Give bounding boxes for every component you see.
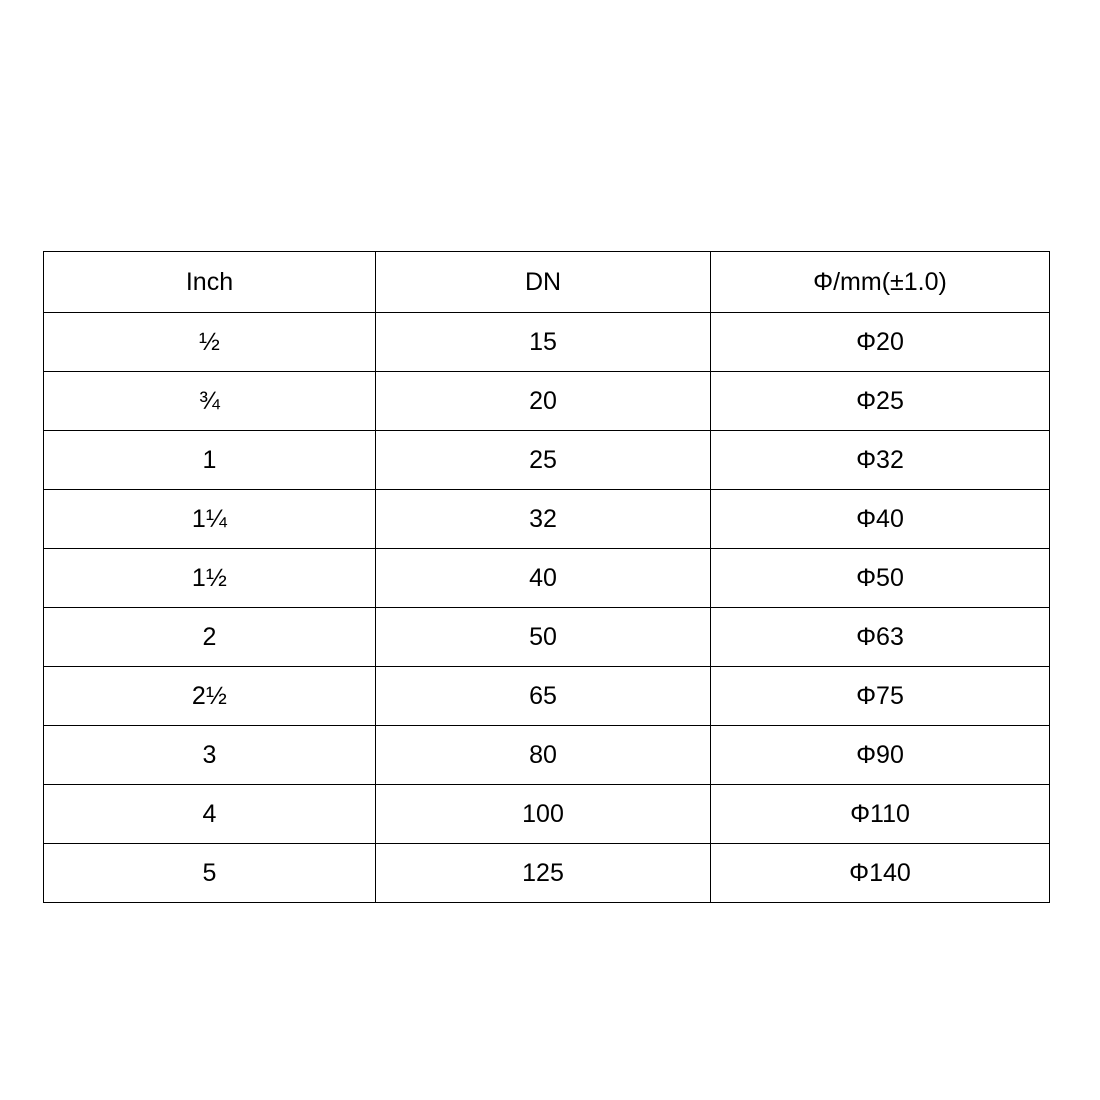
cell-dn: 32 xyxy=(376,490,711,549)
cell-dn: 80 xyxy=(376,726,711,785)
cell-phi: Φ75 xyxy=(711,667,1050,726)
cell-inch: 1¼ xyxy=(44,490,376,549)
cell-inch: 2½ xyxy=(44,667,376,726)
table-header-row xyxy=(44,252,1050,313)
cell-inch: ½ xyxy=(44,313,376,372)
cell-dn: 40 xyxy=(376,549,711,608)
cell-phi: Φ20 xyxy=(711,313,1050,372)
cell-phi: Φ50 xyxy=(711,549,1050,608)
table-row xyxy=(44,313,1050,372)
table-row xyxy=(44,490,1050,549)
table-row xyxy=(44,785,1050,844)
cell-inch: 3 xyxy=(44,726,376,785)
cell-phi: Φ140 xyxy=(711,844,1050,903)
cell-dn: 125 xyxy=(376,844,711,903)
cell-inch: 1½ xyxy=(44,549,376,608)
cell-phi: Φ90 xyxy=(711,726,1050,785)
table-row xyxy=(44,372,1050,431)
table-row xyxy=(44,431,1050,490)
column-header-dn: DN xyxy=(376,252,711,313)
cell-dn: 50 xyxy=(376,608,711,667)
table-row xyxy=(44,608,1050,667)
cell-dn: 25 xyxy=(376,431,711,490)
cell-phi: Φ63 xyxy=(711,608,1050,667)
cell-inch: 1 xyxy=(44,431,376,490)
cell-dn: 15 xyxy=(376,313,711,372)
cell-dn: 100 xyxy=(376,785,711,844)
table-row xyxy=(44,844,1050,903)
table-row xyxy=(44,726,1050,785)
table-header xyxy=(44,252,1050,313)
column-header-phi: Φ/mm(±1.0) xyxy=(711,252,1050,313)
table-row xyxy=(44,667,1050,726)
cell-dn: 20 xyxy=(376,372,711,431)
column-header-inch: Inch xyxy=(44,252,376,313)
cell-phi: Φ110 xyxy=(711,785,1050,844)
table-row xyxy=(44,549,1050,608)
cell-inch: 5 xyxy=(44,844,376,903)
cell-inch: ¾ xyxy=(44,372,376,431)
pipe-size-spec-table xyxy=(43,251,1050,903)
cell-phi: Φ40 xyxy=(711,490,1050,549)
cell-dn: 65 xyxy=(376,667,711,726)
table-body xyxy=(44,313,1050,903)
cell-phi: Φ32 xyxy=(711,431,1050,490)
cell-phi: Φ25 xyxy=(711,372,1050,431)
cell-inch: 4 xyxy=(44,785,376,844)
cell-inch: 2 xyxy=(44,608,376,667)
